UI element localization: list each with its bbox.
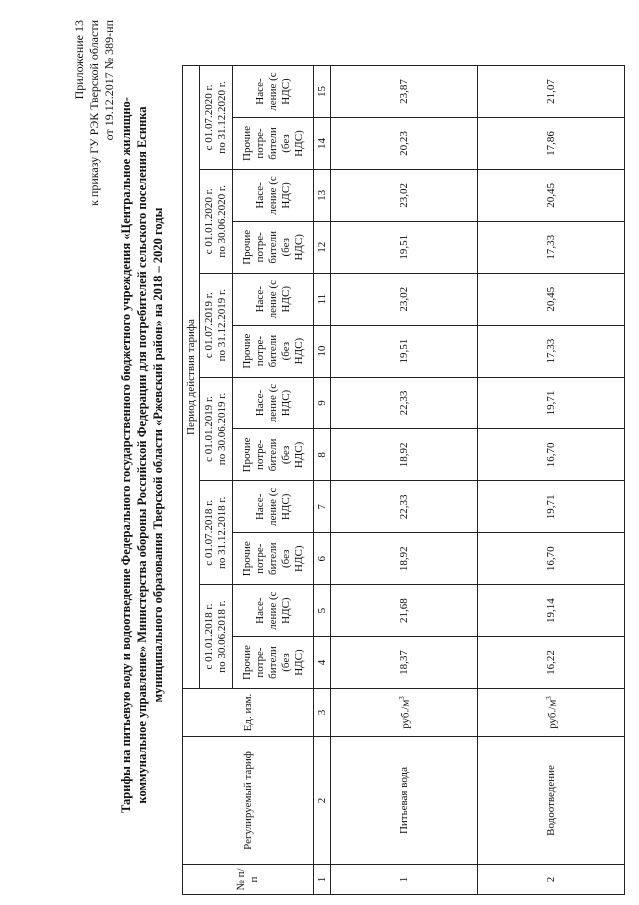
- col-number: 6: [314, 533, 331, 585]
- row-value: 19,14: [478, 585, 625, 637]
- col-number: 7: [314, 481, 331, 533]
- row-value: 22,33: [331, 481, 478, 533]
- row-value: 23,02: [331, 169, 478, 221]
- sub-other-5: Прочие потре- бители (без НДС): [233, 221, 314, 273]
- row-tariff: Водоотведение: [478, 737, 625, 865]
- row-value: 16,70: [478, 429, 625, 481]
- period-3: с 01.01.2019 г. по 30.06.2019 г.: [200, 377, 233, 481]
- row-unit: $руб./м^3$: [331, 689, 478, 737]
- row-value: 20,45: [478, 169, 625, 221]
- col-number: 13: [314, 169, 331, 221]
- row-value: 21,07: [478, 66, 625, 118]
- col-number: 15: [314, 66, 331, 118]
- row-value: 23,87: [331, 66, 478, 118]
- row-value: 17,33: [478, 325, 625, 377]
- col-number: 14: [314, 118, 331, 170]
- row-value: 22,33: [331, 377, 478, 429]
- period-6: с 01.07.2020 г. по 31.12.2020 г.: [200, 66, 233, 170]
- period-4: с 01.07.2019 г. по 31.12.2019 г.: [200, 273, 233, 377]
- title-line-2: коммунальное управление» Министерства обороны Российской Федерации для потребителей сельского поселения Есинка: [135, 106, 149, 804]
- col-number: 8: [314, 429, 331, 481]
- row-value: 16,70: [478, 533, 625, 585]
- row-value: 16,22: [478, 637, 625, 689]
- row-tariff: Питьевая вода: [331, 737, 478, 865]
- sub-other-3: Прочие потре- бители (без НДС): [233, 429, 314, 481]
- row-value: 17,86: [478, 118, 625, 170]
- period-2: с 01.07.2018 г. по 31.12.2018 г.: [200, 481, 233, 585]
- sub-pop-3: Насе- ление (с НДС): [233, 377, 314, 429]
- col-number: 11: [314, 273, 331, 325]
- sub-pop-2: Насе- ление (с НДС): [233, 481, 314, 533]
- row-value: 18,92: [331, 533, 478, 585]
- title-line-1: Тарифы на питьевую воду и водоотведение Федерального государственного бюджетного учреждения «Центральное жилищно-: [119, 97, 133, 813]
- col-number: 5: [314, 585, 331, 637]
- annex-block: [72, 20, 117, 400]
- sub-other-2: Прочие потре- бители (без НДС): [233, 533, 314, 585]
- tariff-table: [182, 65, 625, 895]
- col-number: 10: [314, 325, 331, 377]
- header-period: Период действия тарифа: [183, 66, 200, 689]
- row-value: 23,02: [331, 273, 478, 325]
- row-value: 18,37: [331, 637, 478, 689]
- row-value: 19,71: [478, 377, 625, 429]
- row-unit: $руб./м^3$: [478, 689, 625, 737]
- sub-other-6: Прочие потре- бители (без НДС): [233, 118, 314, 170]
- period-1: с 01.01.2018 г. по 30.06.2018 г.: [200, 585, 233, 689]
- row-value: 19,71: [478, 481, 625, 533]
- col-number: 12: [314, 221, 331, 273]
- header-unit: Ед. изм.: [183, 689, 314, 737]
- sub-pop-1: Насе- ление (с НДС): [233, 585, 314, 637]
- row-no: 1: [331, 865, 478, 895]
- row-value: 20,23: [331, 118, 478, 170]
- sub-other-1: Прочие потре- бители (без НДС): [233, 637, 314, 689]
- col-number: 2: [314, 737, 331, 865]
- header-tariff: Регулируемый тариф: [183, 737, 314, 865]
- annex-line-2: к приказу ГУ РЭК Тверской области: [87, 20, 101, 206]
- header-row-1: [183, 66, 200, 895]
- sub-pop-6: Насе- ление (с НДС): [233, 66, 314, 118]
- col-number: 3: [314, 689, 331, 737]
- document-title: [118, 65, 166, 845]
- row-value: 18,92: [331, 429, 478, 481]
- column-number-row: [314, 66, 331, 895]
- sub-other-4: Прочие потре- бители (без НДС): [233, 325, 314, 377]
- col-number: 9: [314, 377, 331, 429]
- row-value: 21,68: [331, 585, 478, 637]
- title-line-3: муниципального образования Тверской области «Ржевский район» на 2018 – 2020 годы: [151, 207, 165, 703]
- row-value: 19,51: [331, 221, 478, 273]
- col-number: 4: [314, 637, 331, 689]
- period-5: с 01.01.2020 г. по 30.06.2020 г.: [200, 169, 233, 273]
- row-value: 17,33: [478, 221, 625, 273]
- table-row: [478, 66, 625, 895]
- header-no: № п/п: [183, 865, 314, 895]
- row-no: 2: [478, 865, 625, 895]
- row-value: 20,45: [478, 273, 625, 325]
- row-value: 19,51: [331, 325, 478, 377]
- sub-pop-4: Насе- ление (с НДС): [233, 273, 314, 325]
- table-row: [331, 66, 478, 895]
- annex-line-3: от 19.12.2017 № 389-нп: [102, 20, 116, 141]
- annex-line-1: Приложение 13: [72, 20, 86, 100]
- sub-pop-5: Насе- ление (с НДС): [233, 169, 314, 221]
- col-number: 1: [314, 865, 331, 895]
